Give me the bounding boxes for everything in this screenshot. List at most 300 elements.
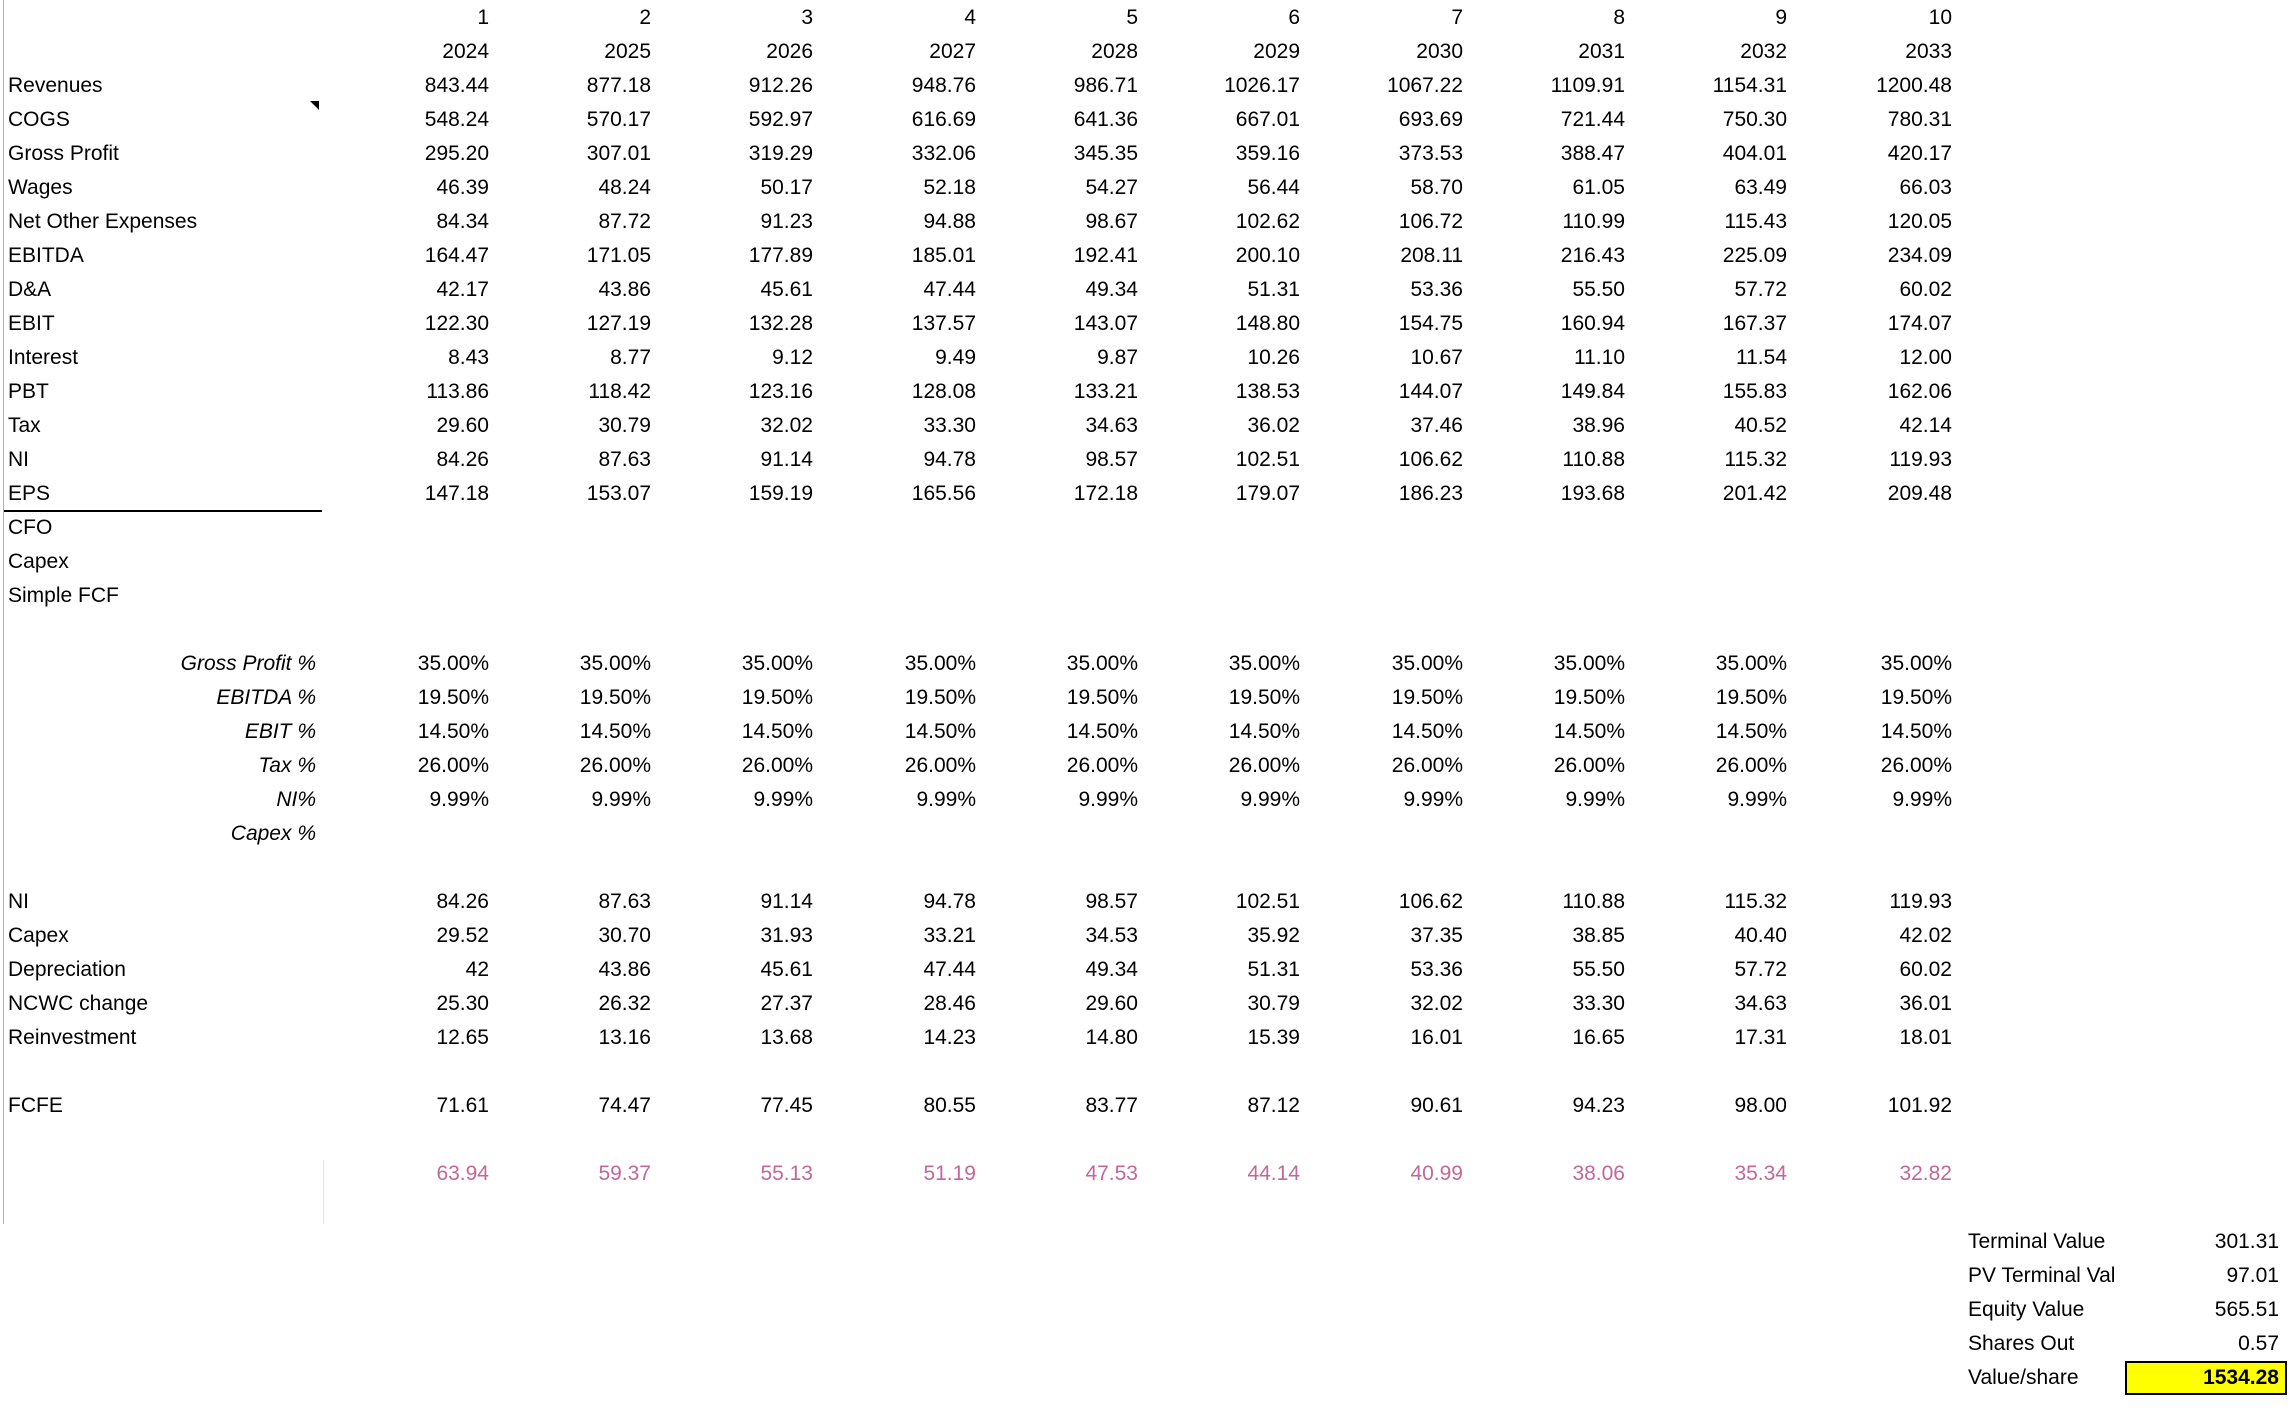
ratio-cell[interactable]: 26.00% (1391, 754, 1463, 777)
value-cell[interactable]: 1154.31 (1712, 74, 1787, 97)
ratio-cell[interactable]: 9.99% (1727, 788, 1787, 811)
value-cell[interactable]: 57.72 (1734, 958, 1787, 981)
fcfe-cell[interactable]: 94.23 (1572, 1094, 1625, 1117)
ratio-cell[interactable]: 14.50% (1880, 720, 1952, 743)
value-cell[interactable]: 46.39 (436, 176, 489, 199)
value-cell[interactable]: 162.06 (1887, 380, 1952, 403)
value-cell[interactable]: 102.62 (1235, 210, 1300, 233)
value-cell[interactable]: 1200.48 (1876, 74, 1952, 97)
ratio-cell[interactable]: 9.99% (429, 788, 489, 811)
value-cell[interactable]: 153.07 (586, 482, 651, 505)
value-cell[interactable]: 45.61 (760, 278, 813, 301)
value-cell[interactable]: 750.30 (1722, 108, 1787, 131)
value-cell[interactable]: 48.24 (598, 176, 651, 199)
value-cell[interactable]: 43.86 (598, 958, 651, 981)
ratio-cell[interactable]: 14.50% (579, 720, 651, 743)
value-cell[interactable]: 616.69 (911, 108, 976, 131)
pv-fcfe-cell[interactable]: 38.06 (1572, 1162, 1625, 1185)
value-cell[interactable]: 16.65 (1572, 1026, 1625, 1049)
value-cell[interactable]: 57.72 (1734, 278, 1787, 301)
ratio-cell[interactable]: 19.50% (579, 686, 651, 709)
value-cell[interactable]: 31.93 (760, 924, 813, 947)
value-cell[interactable]: 13.68 (760, 1026, 813, 1049)
fcfe-cell[interactable]: 98.00 (1734, 1094, 1787, 1117)
fcfe-cell[interactable]: 71.61 (436, 1094, 489, 1117)
summary-value[interactable]: 301.31 (2214, 1230, 2279, 1253)
value-cell[interactable]: 47.44 (923, 278, 976, 301)
pv-fcfe-cell[interactable]: 59.37 (598, 1162, 651, 1185)
value-cell[interactable]: 35.92 (1247, 924, 1300, 947)
value-cell[interactable]: 986.71 (1073, 74, 1138, 97)
year-header-cell[interactable]: 2025 (604, 40, 651, 63)
value-cell[interactable]: 87.72 (598, 210, 651, 233)
value-cell[interactable]: 174.07 (1887, 312, 1952, 335)
value-cell[interactable]: 40.52 (1734, 414, 1787, 437)
value-cell[interactable]: 147.18 (424, 482, 489, 505)
ratio-cell[interactable]: 19.50% (741, 686, 813, 709)
value-cell[interactable]: 60.02 (1899, 278, 1952, 301)
ratio-cell[interactable]: 9.99% (1240, 788, 1300, 811)
value-cell[interactable]: 94.78 (923, 448, 976, 471)
period-number-cell[interactable]: 1 (477, 6, 489, 29)
ratio-cell[interactable]: 35.00% (741, 652, 813, 675)
row-label[interactable]: EPS (8, 482, 51, 505)
ratio-cell[interactable]: 26.00% (1228, 754, 1300, 777)
summary-value[interactable]: 565.51 (2214, 1298, 2279, 1321)
period-number-cell[interactable]: 6 (1288, 6, 1300, 29)
ratio-cell[interactable]: 26.00% (1066, 754, 1138, 777)
value-cell[interactable]: 36.02 (1247, 414, 1300, 437)
value-cell[interactable]: 40.40 (1734, 924, 1787, 947)
value-cell[interactable]: 42 (465, 958, 489, 981)
value-cell[interactable]: 98.67 (1085, 210, 1138, 233)
value-cell[interactable]: 201.42 (1722, 482, 1787, 505)
value-cell[interactable]: 721.44 (1560, 108, 1625, 131)
value-cell[interactable]: 200.10 (1235, 244, 1300, 267)
value-cell[interactable]: 42.02 (1899, 924, 1952, 947)
value-cell[interactable]: 102.51 (1235, 448, 1300, 471)
row-label[interactable]: EBITDA (8, 244, 84, 267)
value-cell[interactable]: 843.44 (424, 74, 489, 97)
value-cell[interactable]: 1109.91 (1550, 74, 1625, 97)
ratio-cell[interactable]: 26.00% (1715, 754, 1787, 777)
year-header-cell[interactable]: 2026 (766, 40, 813, 63)
value-cell[interactable]: 34.63 (1085, 414, 1138, 437)
value-cell[interactable]: 319.29 (748, 142, 813, 165)
summary-label[interactable]: Terminal Value (1968, 1230, 2106, 1253)
value-cell[interactable]: 159.19 (748, 482, 813, 505)
row-label[interactable]: Depreciation (8, 958, 126, 981)
value-cell[interactable]: 30.79 (598, 414, 651, 437)
ratio-cell[interactable]: 26.00% (417, 754, 489, 777)
value-cell[interactable]: 106.62 (1398, 890, 1463, 913)
pv-fcfe-cell[interactable]: 35.34 (1734, 1162, 1787, 1185)
period-number-cell[interactable]: 7 (1451, 6, 1463, 29)
value-cell[interactable]: 38.96 (1572, 414, 1625, 437)
value-cell[interactable]: 307.01 (586, 142, 651, 165)
value-cell[interactable]: 113.86 (426, 380, 489, 403)
value-cell[interactable]: 11.54 (1736, 346, 1787, 369)
value-cell[interactable]: 948.76 (911, 74, 976, 97)
value-cell[interactable]: 54.27 (1085, 176, 1138, 199)
ratio-cell[interactable]: 26.00% (1553, 754, 1625, 777)
value-cell[interactable]: 13.16 (598, 1026, 651, 1049)
value-cell[interactable]: 167.37 (1722, 312, 1787, 335)
ratio-cell[interactable]: 26.00% (1880, 754, 1952, 777)
value-cell[interactable]: 14.80 (1085, 1026, 1138, 1049)
value-cell[interactable]: 165.56 (911, 482, 976, 505)
value-cell[interactable]: 115.32 (1724, 448, 1787, 471)
ratio-cell[interactable]: 19.50% (904, 686, 976, 709)
summary-label[interactable]: Value/share (1968, 1366, 2079, 1389)
value-cell[interactable]: 128.08 (911, 380, 976, 403)
value-cell[interactable]: 667.01 (1235, 108, 1300, 131)
value-cell[interactable]: 10.26 (1247, 346, 1300, 369)
value-cell[interactable]: 26.32 (598, 992, 651, 1015)
value-cell[interactable]: 51.31 (1247, 278, 1300, 301)
ratio-cell[interactable]: 9.99% (1892, 788, 1952, 811)
value-cell[interactable]: 388.47 (1560, 142, 1625, 165)
value-cell[interactable]: 38.85 (1572, 924, 1625, 947)
value-cell[interactable]: 94.78 (923, 890, 976, 913)
value-cell[interactable]: 149.84 (1560, 380, 1625, 403)
value-cell[interactable]: 119.93 (1889, 890, 1952, 913)
value-cell[interactable]: 592.97 (748, 108, 813, 131)
value-cell[interactable]: 780.31 (1887, 108, 1952, 131)
ratio-cell[interactable]: 35.00% (1391, 652, 1463, 675)
row-label[interactable]: Wages (8, 176, 73, 199)
value-cell[interactable]: 29.60 (1085, 992, 1138, 1015)
value-cell[interactable]: 119.93 (1889, 448, 1952, 471)
ratio-cell[interactable]: 35.00% (1066, 652, 1138, 675)
ratio-cell[interactable]: 35.00% (1715, 652, 1787, 675)
value-cell[interactable]: 16.01 (1410, 1026, 1463, 1049)
summary-value[interactable]: 0.57 (2238, 1332, 2279, 1355)
value-cell[interactable]: 185.01 (911, 244, 976, 267)
ratio-cell[interactable]: 26.00% (579, 754, 651, 777)
value-cell[interactable]: 47.44 (923, 958, 976, 981)
value-cell[interactable]: 52.18 (923, 176, 976, 199)
value-cell[interactable]: 17.31 (1734, 1026, 1787, 1049)
value-cell[interactable]: 332.06 (911, 142, 976, 165)
value-cell[interactable]: 53.36 (1410, 278, 1463, 301)
ratio-cell[interactable]: 9.99% (591, 788, 651, 811)
row-label[interactable]: PBT (8, 380, 49, 403)
value-cell[interactable]: 37.35 (1410, 924, 1463, 947)
period-number-cell[interactable]: 5 (1126, 6, 1138, 29)
value-cell[interactable]: 171.05 (586, 244, 651, 267)
fcfe-cell[interactable]: 80.55 (923, 1094, 976, 1117)
value-cell[interactable]: 87.63 (598, 890, 651, 913)
value-cell[interactable]: 87.63 (598, 448, 651, 471)
value-per-share-cell[interactable]: 1534.28 (2125, 1361, 2287, 1395)
row-label[interactable]: NI (8, 448, 29, 471)
value-cell[interactable]: 160.94 (1560, 312, 1625, 335)
value-cell[interactable]: 570.17 (586, 108, 651, 131)
value-cell[interactable]: 29.60 (436, 414, 489, 437)
value-cell[interactable]: 45.61 (760, 958, 813, 981)
value-cell[interactable]: 51.31 (1247, 958, 1300, 981)
year-header-cell[interactable]: 2027 (929, 40, 976, 63)
year-header-cell[interactable]: 2029 (1253, 40, 1300, 63)
value-cell[interactable]: 30.70 (598, 924, 651, 947)
fcfe-cell[interactable]: 83.77 (1085, 1094, 1138, 1117)
ratio-cell[interactable]: 9.99% (1403, 788, 1463, 811)
ratio-label[interactable]: Capex % (230, 822, 316, 845)
ratio-cell[interactable]: 35.00% (904, 652, 976, 675)
ratio-cell[interactable]: 19.50% (1715, 686, 1787, 709)
value-cell[interactable]: 118.42 (588, 380, 651, 403)
ratio-cell[interactable]: 14.50% (417, 720, 489, 743)
ratio-cell[interactable]: 19.50% (1228, 686, 1300, 709)
ratio-cell[interactable]: 19.50% (1553, 686, 1625, 709)
value-cell[interactable]: 106.62 (1398, 448, 1463, 471)
ratio-cell[interactable]: 14.50% (904, 720, 976, 743)
value-cell[interactable]: 25.30 (436, 992, 489, 1015)
value-cell[interactable]: 102.51 (1235, 890, 1300, 913)
value-cell[interactable]: 295.20 (424, 142, 489, 165)
row-label[interactable]: Capex (8, 550, 69, 573)
ratio-label[interactable]: Tax % (258, 754, 316, 777)
value-cell[interactable]: 11.10 (1574, 346, 1625, 369)
value-cell[interactable]: 28.46 (923, 992, 976, 1015)
value-cell[interactable]: 91.14 (760, 890, 813, 913)
value-cell[interactable]: 373.53 (1398, 142, 1463, 165)
row-label[interactable]: CFO (8, 516, 53, 539)
value-cell[interactable]: 55.50 (1572, 958, 1625, 981)
value-cell[interactable]: 420.17 (1887, 142, 1952, 165)
value-cell[interactable]: 32.02 (1410, 992, 1463, 1015)
value-cell[interactable]: 120.05 (1887, 210, 1952, 233)
value-cell[interactable]: 154.75 (1398, 312, 1463, 335)
value-cell[interactable]: 138.53 (1235, 380, 1300, 403)
value-cell[interactable]: 1026.17 (1224, 74, 1300, 97)
value-cell[interactable]: 110.88 (1562, 448, 1625, 471)
value-cell[interactable]: 693.69 (1398, 108, 1463, 131)
period-number-cell[interactable]: 9 (1775, 6, 1787, 29)
value-cell[interactable]: 42.17 (436, 278, 489, 301)
ratio-cell[interactable]: 14.50% (1391, 720, 1463, 743)
value-cell[interactable]: 234.09 (1887, 244, 1952, 267)
period-number-cell[interactable]: 4 (964, 6, 976, 29)
fcfe-cell[interactable]: 74.47 (598, 1094, 651, 1117)
ratio-label[interactable]: NI% (276, 788, 316, 811)
value-cell[interactable]: 33.30 (1572, 992, 1625, 1015)
value-cell[interactable]: 12.65 (436, 1026, 489, 1049)
period-number-cell[interactable]: 10 (1928, 6, 1952, 29)
value-cell[interactable]: 8.77 (610, 346, 651, 369)
ratio-cell[interactable]: 9.99% (753, 788, 813, 811)
value-cell[interactable]: 49.34 (1085, 958, 1138, 981)
value-cell[interactable]: 53.36 (1410, 958, 1463, 981)
ratio-cell[interactable]: 26.00% (741, 754, 813, 777)
value-cell[interactable]: 9.87 (1097, 346, 1138, 369)
ratio-cell[interactable]: 19.50% (1391, 686, 1463, 709)
value-cell[interactable]: 144.07 (1398, 380, 1463, 403)
value-cell[interactable]: 172.18 (1073, 482, 1138, 505)
value-cell[interactable]: 91.23 (760, 210, 813, 233)
value-cell[interactable]: 18.01 (1899, 1026, 1952, 1049)
value-cell[interactable]: 91.14 (760, 448, 813, 471)
ratio-cell[interactable]: 14.50% (1553, 720, 1625, 743)
fcfe-label[interactable]: FCFE (8, 1094, 63, 1117)
value-cell[interactable]: 56.44 (1247, 176, 1300, 199)
value-cell[interactable]: 50.17 (760, 176, 813, 199)
pv-fcfe-cell[interactable]: 32.82 (1899, 1162, 1952, 1185)
value-cell[interactable]: 148.80 (1235, 312, 1300, 335)
value-cell[interactable]: 192.41 (1073, 244, 1138, 267)
row-label[interactable]: EBIT (8, 312, 55, 335)
value-cell[interactable]: 133.21 (1073, 380, 1138, 403)
year-header-cell[interactable]: 2033 (1905, 40, 1952, 63)
value-cell[interactable]: 36.01 (1899, 992, 1952, 1015)
value-cell[interactable]: 49.34 (1085, 278, 1138, 301)
row-label[interactable]: Revenues (8, 74, 103, 97)
value-cell[interactable]: 84.26 (436, 890, 489, 913)
year-header-cell[interactable]: 2024 (442, 40, 489, 63)
row-label[interactable]: Capex (8, 924, 69, 947)
row-label[interactable]: COGS (8, 108, 70, 131)
pv-fcfe-cell[interactable]: 47.53 (1085, 1162, 1138, 1185)
value-cell[interactable]: 164.47 (424, 244, 489, 267)
pv-fcfe-cell[interactable]: 40.99 (1410, 1162, 1463, 1185)
value-cell[interactable]: 37.46 (1410, 414, 1463, 437)
value-cell[interactable]: 63.49 (1734, 176, 1787, 199)
value-cell[interactable]: 137.57 (911, 312, 976, 335)
row-label[interactable]: Tax (8, 414, 41, 437)
value-cell[interactable]: 186.23 (1398, 482, 1463, 505)
value-cell[interactable]: 84.34 (436, 210, 489, 233)
value-cell[interactable]: 66.03 (1899, 176, 1952, 199)
ratio-cell[interactable]: 19.50% (1880, 686, 1952, 709)
value-cell[interactable]: 94.88 (923, 210, 976, 233)
value-cell[interactable]: 98.57 (1085, 890, 1138, 913)
value-cell[interactable]: 12.00 (1899, 346, 1952, 369)
value-cell[interactable]: 33.30 (923, 414, 976, 437)
ratio-cell[interactable]: 35.00% (1228, 652, 1300, 675)
value-cell[interactable]: 345.35 (1073, 142, 1138, 165)
value-cell[interactable]: 155.83 (1722, 380, 1787, 403)
value-cell[interactable]: 123.16 (748, 380, 813, 403)
summary-label[interactable]: PV Terminal Val (1968, 1264, 2116, 1287)
value-cell[interactable]: 225.09 (1722, 244, 1787, 267)
value-cell[interactable]: 179.07 (1235, 482, 1300, 505)
value-cell[interactable]: 30.79 (1247, 992, 1300, 1015)
value-cell[interactable]: 84.26 (436, 448, 489, 471)
value-cell[interactable]: 9.12 (772, 346, 813, 369)
value-cell[interactable]: 43.86 (598, 278, 651, 301)
value-cell[interactable]: 106.72 (1398, 210, 1463, 233)
ratio-cell[interactable]: 35.00% (1880, 652, 1952, 675)
value-cell[interactable]: 33.21 (923, 924, 976, 947)
period-number-cell[interactable]: 3 (801, 6, 813, 29)
row-label[interactable]: Gross Profit (8, 142, 119, 165)
value-cell[interactable]: 143.07 (1073, 312, 1138, 335)
value-cell[interactable]: 216.43 (1560, 244, 1625, 267)
ratio-cell[interactable]: 14.50% (1715, 720, 1787, 743)
value-cell[interactable]: 10.67 (1410, 346, 1463, 369)
value-cell[interactable]: 34.63 (1734, 992, 1787, 1015)
fcfe-cell[interactable]: 90.61 (1410, 1094, 1463, 1117)
pv-fcfe-cell[interactable]: 44.14 (1247, 1162, 1300, 1185)
value-cell[interactable]: 110.88 (1562, 890, 1625, 913)
ratio-cell[interactable]: 9.99% (1078, 788, 1138, 811)
row-label[interactable]: NCWC change (8, 992, 149, 1015)
value-cell[interactable]: 1067.22 (1387, 74, 1463, 97)
row-label[interactable]: Simple FCF (8, 584, 119, 607)
pv-fcfe-cell[interactable]: 51.19 (923, 1162, 976, 1185)
value-cell[interactable]: 208.11 (1400, 244, 1463, 267)
value-cell[interactable]: 641.36 (1073, 108, 1138, 131)
value-cell[interactable]: 132.28 (748, 312, 813, 335)
value-cell[interactable]: 115.43 (1724, 210, 1787, 233)
value-cell[interactable]: 55.50 (1572, 278, 1625, 301)
value-cell[interactable]: 98.57 (1085, 448, 1138, 471)
value-cell[interactable]: 115.32 (1724, 890, 1787, 913)
row-label[interactable]: NI (8, 890, 29, 913)
value-cell[interactable]: 912.26 (748, 74, 813, 97)
value-cell[interactable]: 9.49 (935, 346, 976, 369)
row-label[interactable]: Interest (8, 346, 79, 369)
value-cell[interactable]: 110.99 (1562, 210, 1625, 233)
ratio-cell[interactable]: 9.99% (916, 788, 976, 811)
value-cell[interactable]: 127.19 (586, 312, 651, 335)
ratio-label[interactable]: EBIT % (244, 720, 316, 743)
ratio-cell[interactable]: 35.00% (579, 652, 651, 675)
summary-value[interactable]: 97.01 (2226, 1264, 2279, 1287)
year-header-cell[interactable]: 2032 (1740, 40, 1787, 63)
fcfe-cell[interactable]: 77.45 (760, 1094, 813, 1117)
ratio-cell[interactable]: 35.00% (1553, 652, 1625, 675)
row-label[interactable]: D&A (8, 278, 52, 301)
value-cell[interactable]: 877.18 (586, 74, 651, 97)
ratio-cell[interactable]: 14.50% (1066, 720, 1138, 743)
summary-label[interactable]: Shares Out (1968, 1332, 2075, 1355)
value-cell[interactable]: 548.24 (424, 108, 489, 131)
ratio-cell[interactable]: 26.00% (904, 754, 976, 777)
ratio-cell[interactable]: 35.00% (417, 652, 489, 675)
value-cell[interactable]: 34.53 (1085, 924, 1138, 947)
value-cell[interactable]: 58.70 (1410, 176, 1463, 199)
row-label[interactable]: Reinvestment (8, 1026, 137, 1049)
ratio-cell[interactable]: 9.99% (1565, 788, 1625, 811)
year-header-cell[interactable]: 2031 (1578, 40, 1625, 63)
value-cell[interactable]: 29.52 (436, 924, 489, 947)
value-cell[interactable]: 177.89 (748, 244, 813, 267)
value-cell[interactable]: 27.37 (760, 992, 813, 1015)
value-cell[interactable]: 209.48 (1887, 482, 1952, 505)
fcfe-cell[interactable]: 101.92 (1887, 1094, 1952, 1117)
value-cell[interactable]: 8.43 (448, 346, 489, 369)
value-cell[interactable]: 15.39 (1247, 1026, 1300, 1049)
year-header-cell[interactable]: 2028 (1091, 40, 1138, 63)
ratio-label[interactable]: Gross Profit % (180, 652, 316, 675)
row-label[interactable]: Net Other Expenses (8, 210, 198, 233)
fcfe-cell[interactable]: 87.12 (1247, 1094, 1300, 1117)
value-cell[interactable]: 42.14 (1899, 414, 1952, 437)
value-cell[interactable]: 60.02 (1899, 958, 1952, 981)
ratio-cell[interactable]: 14.50% (1228, 720, 1300, 743)
pv-fcfe-cell[interactable]: 55.13 (760, 1162, 813, 1185)
year-header-cell[interactable]: 2030 (1416, 40, 1463, 63)
value-cell[interactable]: 359.16 (1235, 142, 1300, 165)
pv-fcfe-cell[interactable]: 63.94 (436, 1162, 489, 1185)
value-cell[interactable]: 193.68 (1560, 482, 1625, 505)
value-cell[interactable]: 404.01 (1722, 142, 1787, 165)
summary-label[interactable]: Equity Value (1968, 1298, 2085, 1321)
period-number-cell[interactable]: 8 (1613, 6, 1625, 29)
ratio-cell[interactable]: 14.50% (741, 720, 813, 743)
